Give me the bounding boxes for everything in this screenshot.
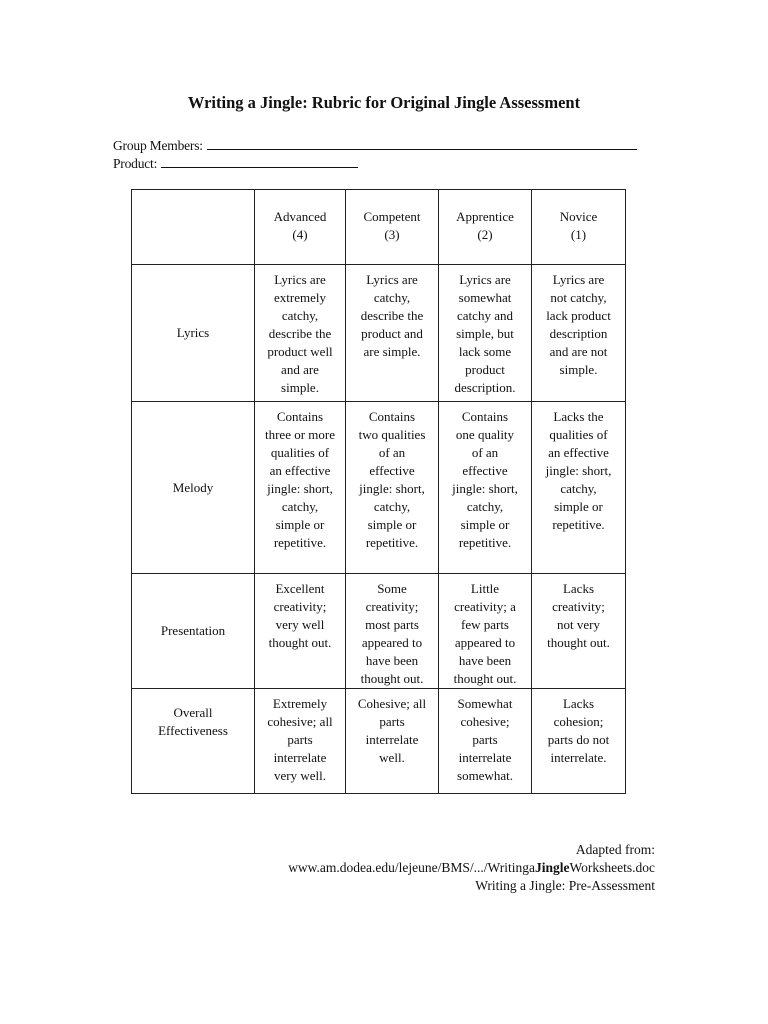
table-cell: Lyrics are not catchy, lack product description and are not simple. <box>532 265 626 402</box>
source-url <box>288 859 655 877</box>
table-cell: Contains three or more qualities of an effective jingle: short, catchy, simple or repetitive. <box>255 402 346 574</box>
group-members-field <box>113 136 637 154</box>
table-cell: Lyrics are extremely catchy, describe the product well and are simple. <box>255 265 346 402</box>
table-cell: Lyrics are somewhat catchy and simple, but lack some product description. <box>439 265 532 402</box>
adapted-from: Adapted from: <box>575 842 655 857</box>
header-competent: Competent (3) <box>346 190 439 265</box>
url-start: www.am.dodea.edu/lejeune/BMS/.../Writinga <box>288 860 535 875</box>
header-novice: Novice (1) <box>532 190 626 265</box>
table-cell: Somewhat cohesive; parts interrelate somewhat. <box>439 689 532 794</box>
header-advanced: Advanced (4) <box>255 190 346 265</box>
table-row <box>132 574 626 689</box>
product-label: Product: <box>113 156 158 171</box>
url-end: Worksheets.doc <box>569 860 655 875</box>
group-members-blank <box>207 136 637 150</box>
source-title: Writing a Jingle: Pre-Assessment <box>475 878 655 893</box>
table-cell: Contains two qualities of an effective jingle: short, catchy, simple or repetitive. <box>346 402 439 574</box>
table-cell: Lacks cohesion; parts do not interrelate. <box>532 689 626 794</box>
row-label: Lyrics <box>132 265 255 402</box>
header-apprentice: Apprentice (2) <box>439 190 532 265</box>
rubric-table <box>131 189 626 794</box>
row-label: Overall Effectiveness <box>132 689 255 794</box>
table-cell: Extremely cohesive; all parts interrelate very well. <box>255 689 346 794</box>
footer-citation <box>288 841 655 895</box>
table-cell: Cohesive; all parts interrelate well. <box>346 689 439 794</box>
table-cell: Lacks the qualities of an effective jingle: short, catchy, simple or repetitive. <box>532 402 626 574</box>
corner-cell <box>132 190 255 265</box>
table-cell: Little creativity; a few parts appeared to have been thought out. <box>439 574 532 689</box>
table-row <box>132 689 626 794</box>
row-label: Presentation <box>132 574 255 689</box>
table-cell: Lacks creativity; not very thought out. <box>532 574 626 689</box>
group-members-label: Group Members: <box>113 138 203 153</box>
product-blank <box>161 154 358 168</box>
url-bold: Jingle <box>534 860 570 875</box>
row-label: Melody <box>132 402 255 574</box>
table-cell: Lyrics are catchy, describe the product and are simple. <box>346 265 439 402</box>
table-row <box>132 402 626 574</box>
page-title: Writing a Jingle: Rubric for Original Jingle Assessment <box>187 93 581 112</box>
table-cell: Contains one quality of an effective jingle: short, catchy, simple or repetitive. <box>439 402 532 574</box>
header-row <box>132 190 626 265</box>
product-field <box>113 154 358 172</box>
table-cell: Excellent creativity; very well thought out. <box>255 574 346 689</box>
table-row <box>132 265 626 402</box>
table-cell: Some creativity; most parts appeared to have been thought out. <box>346 574 439 689</box>
